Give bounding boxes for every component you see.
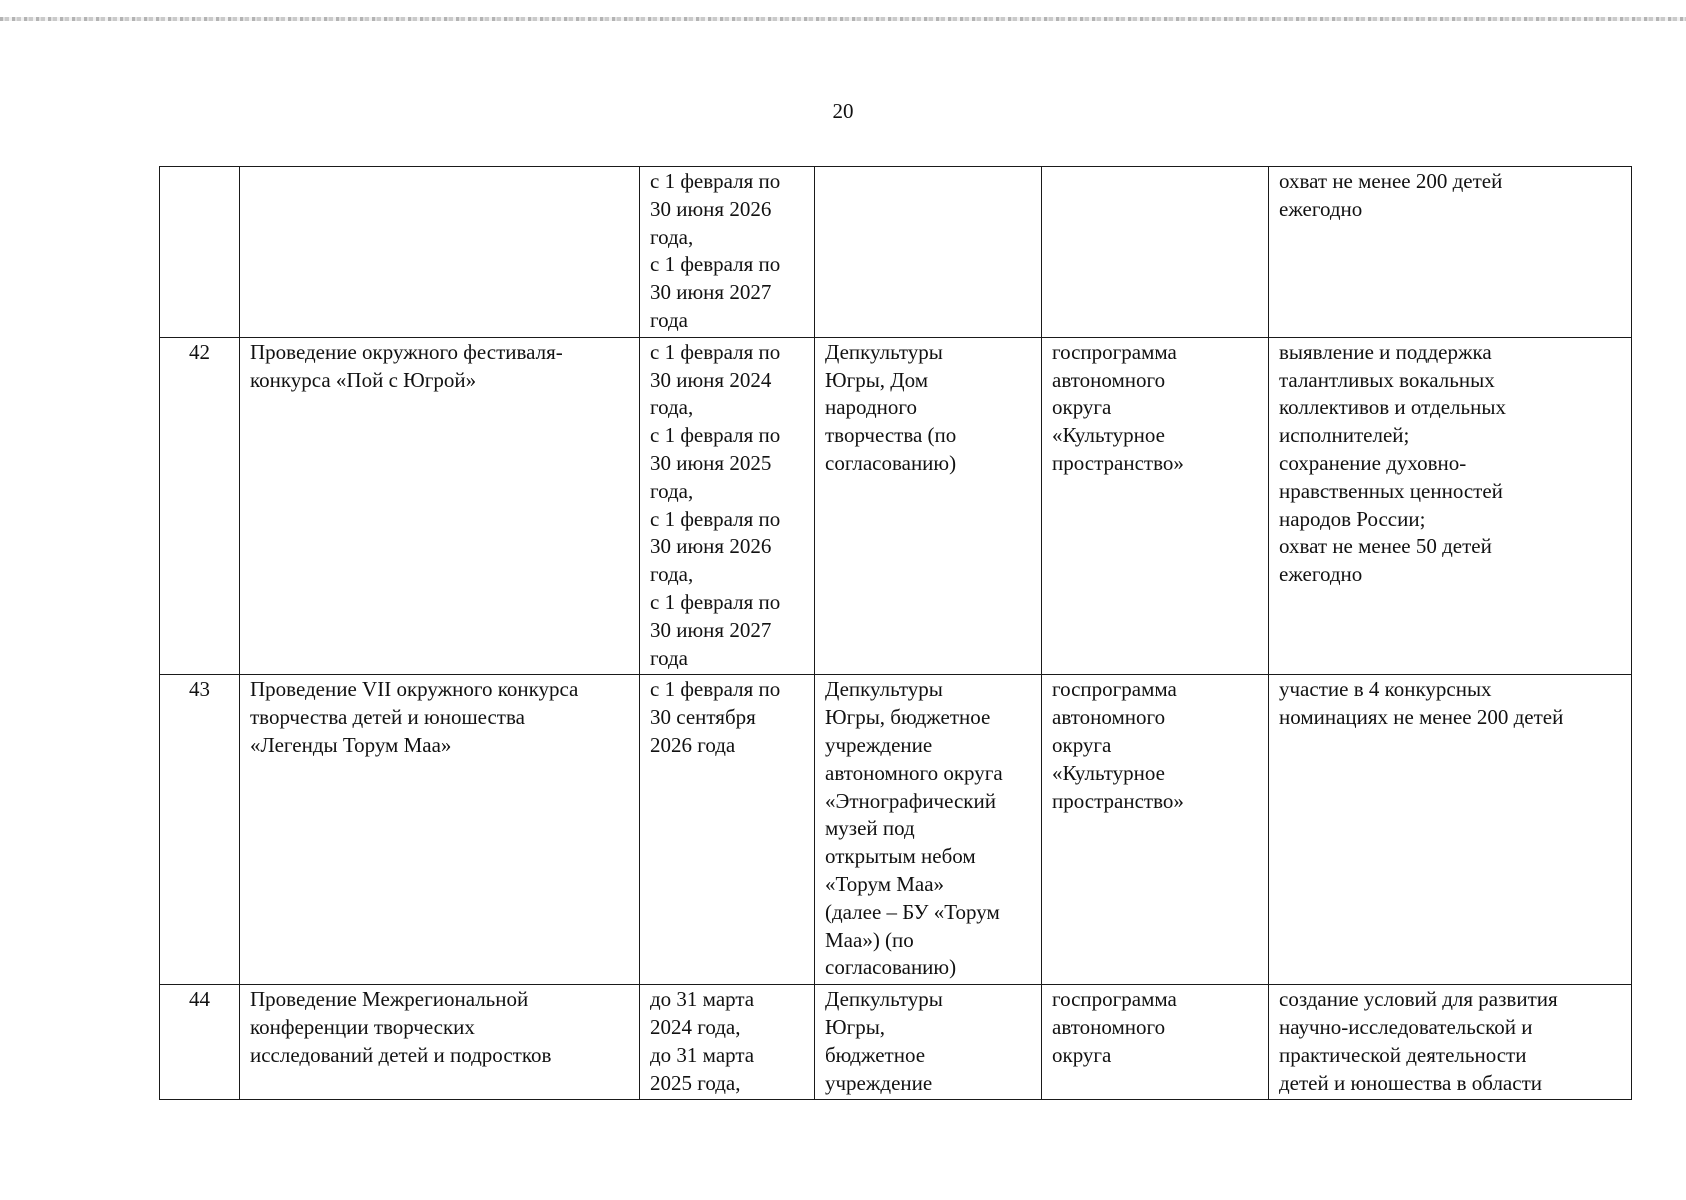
event-name: Проведение VII окружного конкурса творчества детей и юношества «Легенды Торум Маа»	[240, 675, 640, 985]
expected-result: создание условий для развития научно-исследовательской и практической деятельности детей и юношества в области	[1269, 985, 1632, 1100]
event-name	[240, 167, 640, 338]
event-executor: Депкультуры Югры, Дом народного творчества (по согласованию)	[815, 337, 1042, 675]
event-period: с 1 февраля по 30 сентября 2026 года	[640, 675, 815, 985]
row-number	[160, 167, 240, 338]
event-period: до 31 марта 2024 года, до 31 марта 2025 года,	[640, 985, 815, 1100]
page-number: 20	[832, 99, 854, 123]
table-row	[160, 167, 1632, 338]
table-row	[160, 337, 1632, 675]
scan-edge-artifact	[0, 17, 1686, 21]
funding-source	[1042, 167, 1269, 338]
event-name: Проведение Межрегиональной конференции творческих исследований детей и подростков	[240, 985, 640, 1100]
row-number: 42	[160, 337, 240, 675]
event-name: Проведение окружного фестиваля- конкурса «Пой с Югрой»	[240, 337, 640, 675]
events-table	[159, 166, 1632, 1100]
event-period: с 1 февраля по 30 июня 2024 года, с 1 февраля по 30 июня 2025 года, с 1 февраля по 30 июня 2026 года, с 1 февраля по 30 июня 2027 года	[640, 337, 815, 675]
event-executor: Депкультуры Югры, бюджетное учреждение автономного округа «Этнографический музей под открытым небом «Торум Маа» (далее – БУ «Торум Маа») (по согласованию)	[815, 675, 1042, 985]
event-period: с 1 февраля по 30 июня 2026 года, с 1 февраля по 30 июня 2027 года	[640, 167, 815, 338]
event-executor	[815, 167, 1042, 338]
row-number: 43	[160, 675, 240, 985]
row-number: 44	[160, 985, 240, 1100]
funding-source: госпрограмма автономного округа «Культурное пространство»	[1042, 337, 1269, 675]
expected-result: охват не менее 200 детей ежегодно	[1269, 167, 1632, 338]
expected-result: выявление и поддержка талантливых вокальных коллективов и отдельных исполнителей; сохранение духовно- нравственных ценностей народов России; охват не менее 50 детей ежегодно	[1269, 337, 1632, 675]
table-row	[160, 985, 1632, 1100]
funding-source: госпрограмма автономного округа	[1042, 985, 1269, 1100]
expected-result: участие в 4 конкурсных номинациях не менее 200 детей	[1269, 675, 1632, 985]
table-row	[160, 675, 1632, 985]
funding-source: госпрограмма автономного округа «Культурное пространство»	[1042, 675, 1269, 985]
event-executor: Депкультуры Югры, бюджетное учреждение	[815, 985, 1042, 1100]
